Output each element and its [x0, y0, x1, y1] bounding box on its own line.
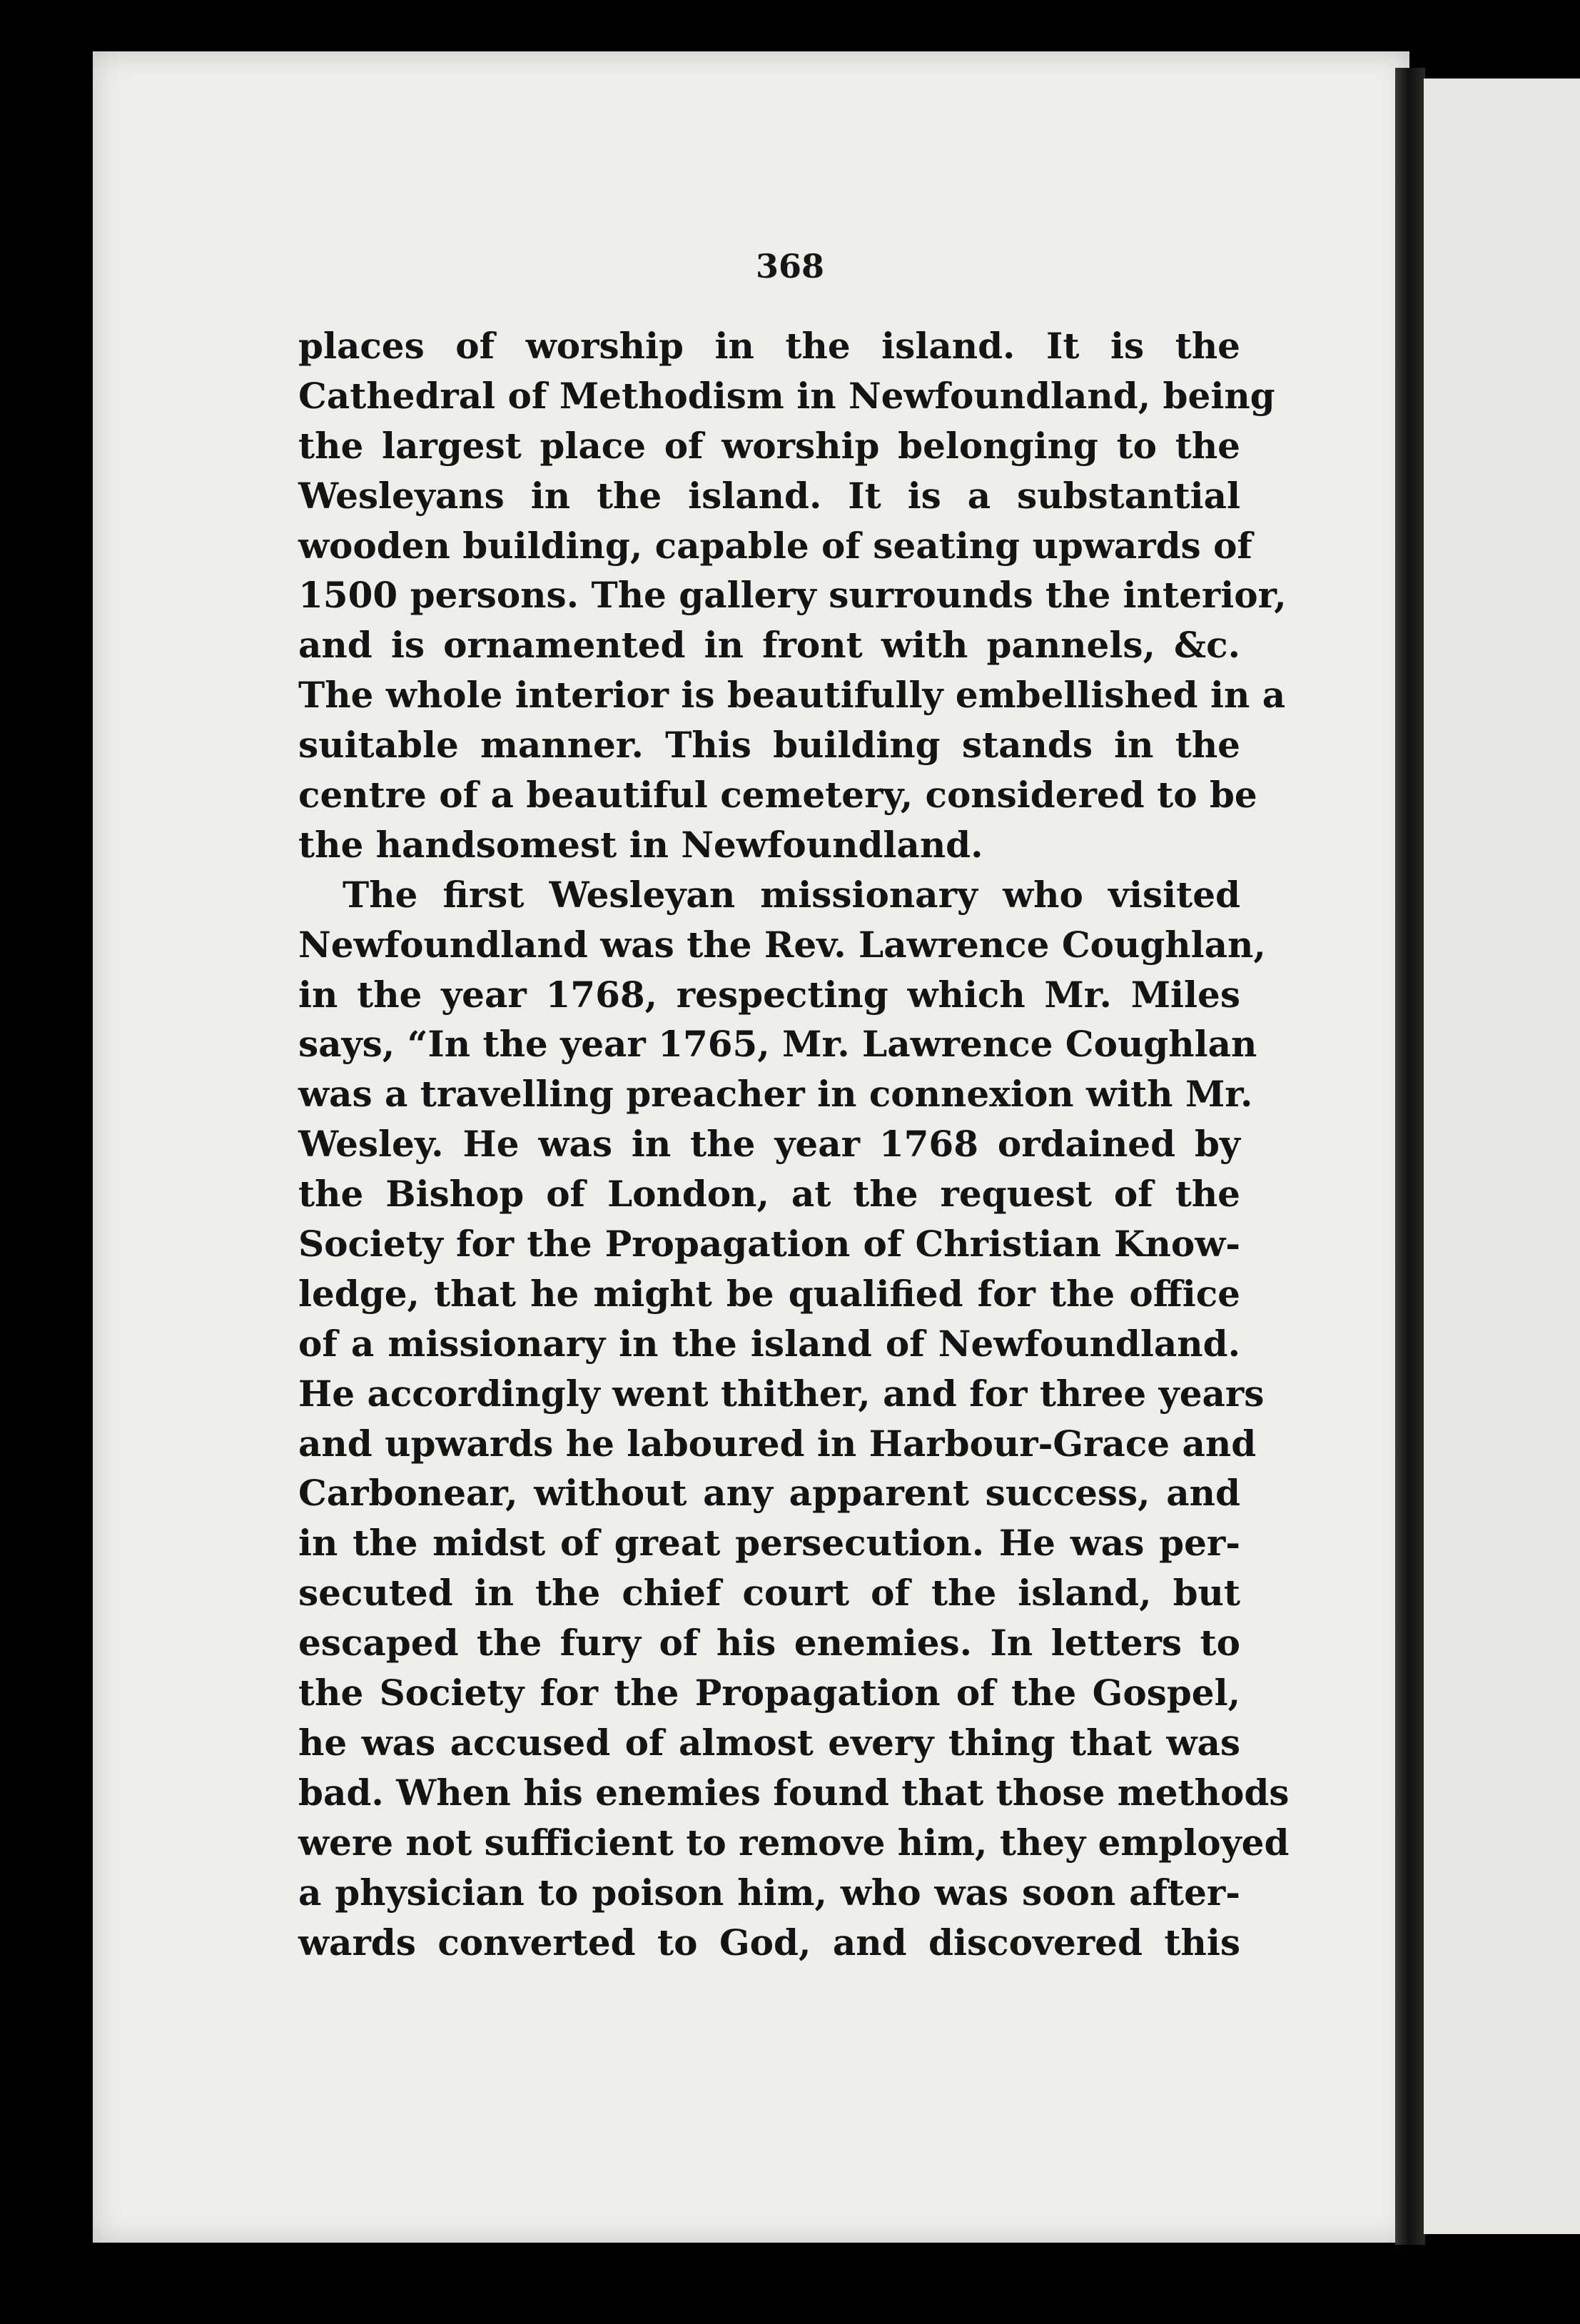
text-line: in the year 1768, respecting which Mr. Miles	[298, 973, 1240, 1016]
text-line: Wesley. He was in the year 1768 ordained by	[298, 1123, 1240, 1166]
book-gutter	[1395, 68, 1425, 2245]
text-line: Newfoundland was the Rev. Lawrence Coughlan,	[298, 923, 1266, 966]
body-text	[298, 321, 1290, 1967]
text-line: the Society for the Propagation of the Gospel,	[298, 1672, 1240, 1714]
text-line: suitable manner. This building stands in the	[298, 724, 1240, 767]
text-line: and is ornamented in front with pannels, &c.	[298, 624, 1240, 667]
text-line: of a missionary in the island of Newfoundland.	[298, 1322, 1240, 1365]
text-line: he was accused of almost every thing that was	[298, 1721, 1240, 1764]
text-line: Society for the Propagation of Christian Know-	[298, 1223, 1240, 1265]
paragraph-2	[298, 870, 1290, 1968]
text-line: Carbonear, without any apparent success, and	[298, 1472, 1240, 1515]
text-line: secuted in the chief court of the island, but	[298, 1572, 1240, 1615]
text-line: wards converted to God, and discovered this	[298, 1921, 1240, 1964]
text-line: escaped the fury of his enemies. In letters to	[298, 1622, 1240, 1664]
text-line: a physician to poison him, who was soon after-	[298, 1871, 1240, 1914]
text-line: bad. When his enemies found that those methods	[298, 1771, 1290, 1814]
text-line: the Bishop of London, at the request of the	[298, 1173, 1240, 1216]
text-line: Wesleyans in the island. It is a substantial	[298, 474, 1240, 517]
text-line: wooden building, capable of seating upwards of	[298, 524, 1252, 567]
text-line: centre of a beautiful cemetery, considered to be	[298, 774, 1257, 817]
text-line: was a travelling preacher in connexion with Mr.	[298, 1073, 1253, 1116]
text-line: He accordingly went thither, and for three years	[298, 1372, 1265, 1415]
text-line: The first Wesleyan missionary who visited	[343, 873, 1240, 916]
text-line: were not sufficient to remove him, they employed	[298, 1821, 1290, 1864]
page-number: 368	[755, 247, 825, 286]
text-line: places of worship in the island. It is the	[298, 325, 1240, 367]
text-line: ledge, that he might be qualified for the office	[298, 1272, 1240, 1315]
text-line: the largest place of worship belonging to the	[298, 424, 1240, 467]
text-line: and upwards he laboured in Harbour-Grace and	[298, 1422, 1257, 1465]
facing-page-edge	[1424, 79, 1580, 2234]
text-line: the handsomest in Newfoundland.	[298, 823, 983, 866]
paragraph-1	[298, 321, 1287, 870]
text-line: says, “In the year 1765, Mr. Lawrence Coughlan	[298, 1023, 1257, 1066]
text-line: in the midst of great persecution. He was per-	[298, 1522, 1240, 1565]
text-line: The whole interior is beautifully embellished in a	[298, 674, 1286, 717]
text-line: Cathedral of Methodism in Newfoundland, being	[298, 374, 1275, 417]
text-line: 1500 persons. The gallery surrounds the interior,	[298, 574, 1287, 617]
